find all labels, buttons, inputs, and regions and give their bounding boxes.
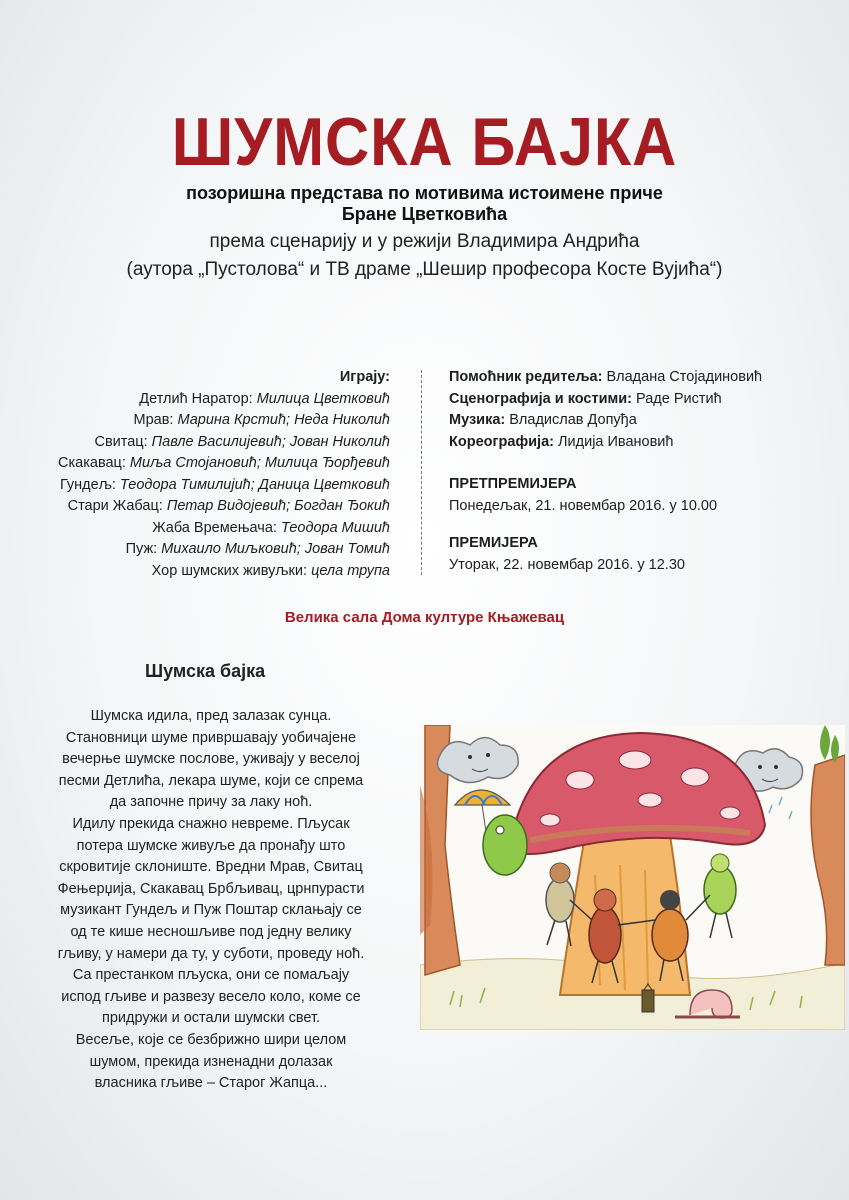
story-line: музикант Гундељ и Пуж Поштар склањају се	[60, 902, 362, 919]
story-line: Весеље, које се безбрижно шири целом	[75, 1031, 347, 1048]
preview-heading: ПРЕТПРЕМИЈЕРА	[449, 476, 577, 492]
story-line: шумом, прекида изненадни долазак	[89, 1053, 333, 1070]
cast-role: Скакавац:	[58, 455, 130, 471]
story-line: потера шумске живуље да пронађу што	[76, 837, 346, 854]
subtitle	[0, 183, 849, 225]
story-line: од те кише несношљиве под једну велику	[70, 923, 352, 940]
story-line: Шумска идила, пред залазак сунца.	[90, 708, 332, 724]
story-line: Фењерџија, Скакавац Брбљивац, црнпурасти	[57, 880, 365, 897]
cast-row	[10, 410, 390, 432]
cast-actors: Теодора Тимилијић; Даница Цветковић	[119, 476, 390, 493]
preview-screening	[449, 474, 839, 517]
cast-actors: цела трупа	[311, 562, 390, 579]
cast-actors: Павле Василијевић; Јован Николић	[151, 433, 390, 450]
crew-value: Лидија Ивановић	[553, 433, 674, 450]
cast-role: Стари Жабац:	[67, 498, 167, 514]
premiere-screening	[449, 533, 839, 576]
story-title: Шумска бајка	[145, 661, 266, 681]
direction-line-1: према сценарију и у режији Владимира Андрића	[209, 231, 640, 252]
story-line: Са престанком пљуска, они се помаљају	[72, 967, 350, 984]
story-line: Идилу прекида снажно невреме. Пљусак	[72, 815, 350, 832]
story-line: да започне причу за лаку ноћ.	[109, 794, 313, 811]
crew-row	[449, 367, 839, 389]
story-line: песми Детлића, лекара шуме, који се спрема	[58, 772, 364, 789]
crew-row	[449, 432, 839, 454]
poster-title: ШУМСКА БАЈКА	[171, 104, 678, 180]
preview-date: Понедељак, 21. новембар 2016. у 10.00	[449, 497, 718, 514]
premiere-date: Уторак, 22. новембар 2016. у 12.30	[449, 556, 685, 573]
crew-key: Музика:	[449, 412, 506, 428]
crew-value: Владана Стојадиновић	[602, 369, 763, 385]
story-line: вечерње шумске послове, уживају у веселој	[62, 751, 360, 768]
crew-key: Помоћник редитеља:	[449, 369, 603, 385]
story-line: испод гљиве и развезу весело коло, коме се	[61, 988, 361, 1005]
crew-list	[449, 367, 839, 453]
cast-row	[10, 518, 390, 540]
venue: Велика сала Дома културе Књажевац	[284, 609, 565, 626]
cast-list	[10, 367, 390, 582]
story-line: придружи и остали шумски свет.	[101, 1010, 321, 1027]
subtitle-line-1: позоришна представа по мотивима истоимене приче	[186, 183, 663, 203]
crew-key: Кореографија:	[449, 433, 554, 450]
cast-row	[10, 453, 390, 475]
cast-actors: Петар Видојевић; Богдан Ђокић	[166, 498, 390, 514]
story-line: гљиву, у намери да ту, у суботи, проведу ноћ.	[57, 945, 365, 962]
crew-value: Раде Ристић	[631, 390, 722, 407]
crew-value: Владислав Допуђа	[505, 412, 637, 428]
story-line: власника гљиве – Старог Жапца...	[94, 1075, 328, 1092]
cast-row	[10, 389, 390, 411]
cast-role: Детлић Наратор:	[139, 390, 257, 407]
story-text	[46, 706, 376, 1095]
story-line: Становници шуме привршавају уобичајене	[65, 729, 357, 746]
cast-row	[10, 561, 390, 583]
cast-role: Пуж:	[125, 541, 162, 557]
cast-row	[10, 539, 390, 561]
cast-heading: Играју:	[339, 369, 390, 385]
direction-credit	[0, 228, 849, 284]
cast-actors: Марина Крстић; Неда Николић	[177, 412, 390, 428]
cast-actors: Милица Цветковић	[256, 390, 390, 407]
cast-role: Жаба Времењача:	[152, 519, 281, 536]
story-line: скровитије склониште. Вредни Мрав, Свитац	[59, 859, 363, 876]
premiere-heading: ПРЕМИЈЕРА	[449, 535, 538, 551]
cast-row	[10, 432, 390, 454]
story-illustration	[420, 725, 845, 1030]
crew-row	[449, 389, 839, 411]
cast-role: Мрав:	[133, 412, 178, 428]
cast-row	[10, 475, 390, 497]
crew-row	[449, 410, 839, 432]
column-divider	[421, 370, 422, 575]
crew-key: Сценографија и костими:	[449, 390, 632, 407]
cast-role: Свитац:	[94, 433, 152, 450]
cast-role: Хор шумских живуљки:	[151, 562, 312, 579]
subtitle-line-2: Бране Цветковића	[341, 204, 508, 224]
cast-row	[10, 496, 390, 518]
cast-actors: Теодора Мишић	[280, 519, 390, 536]
cast-actors: Миља Стојановић; Милица Ђорђевић	[129, 455, 390, 471]
direction-line-2: (аутора „Пустолова“ и ТВ драме „Шешир професора Косте Вујића“)	[126, 259, 723, 280]
cast-role: Гундељ:	[60, 476, 120, 493]
cast-actors: Михаило Миљковић; Јован Томић	[161, 541, 390, 557]
mushroom-drawing	[420, 725, 845, 1030]
